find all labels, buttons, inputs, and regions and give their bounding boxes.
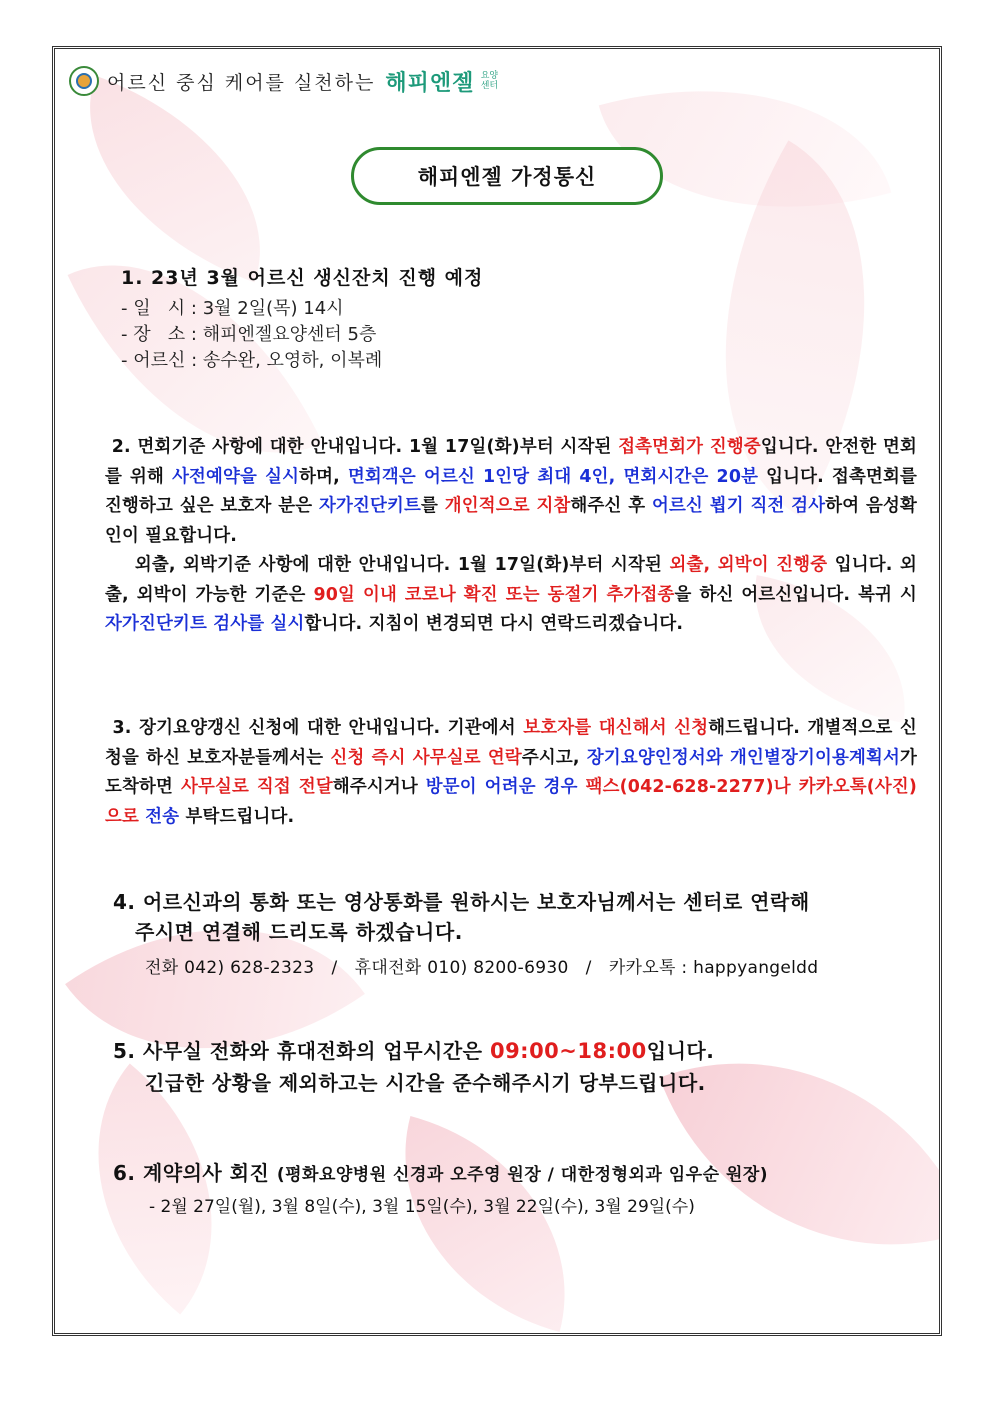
highlight-red-text: 사무실로 직접 전달 bbox=[180, 777, 333, 797]
paragraph-text: 입니다. 외출, 외박이 가능한 기준은 bbox=[105, 555, 917, 605]
highlight-blue-text: 자가진단키트 검사를 실시 bbox=[105, 614, 305, 634]
section-2-visit-paragraph bbox=[105, 433, 924, 551]
brand-name: 해피엔젤 bbox=[385, 70, 475, 96]
header bbox=[69, 65, 500, 97]
highlight-red-text: 개인적으로 지참 bbox=[444, 496, 571, 516]
paragraph-text: 입니다. 안전한 면회를 위해 bbox=[105, 437, 918, 487]
paragraph-text: 해주신 후 bbox=[570, 496, 652, 516]
section-5-line: 긴급한 상황을 제외하고는 시간을 준수해주시기 당부드립니다. bbox=[145, 1071, 706, 1095]
highlight-blue-text: 사전예약을 실시 bbox=[172, 466, 300, 487]
info-value: 해피엔젤요양센터 5층 bbox=[202, 324, 377, 345]
hours-text: 5. 사무실 전화와 휴대전화의 업무시간은 bbox=[113, 1039, 490, 1063]
info-row bbox=[121, 348, 483, 374]
paragraph-text: 입니다. 접촉면회를 진행하고 싶은 보호자 분은 bbox=[105, 466, 924, 516]
section-3-paragraph bbox=[105, 714, 924, 832]
section-4-line: 주시면 연결해 드리도록 하겠습니다. bbox=[135, 920, 463, 944]
brand-sub-line: 요양 bbox=[480, 71, 499, 81]
info-value: 3월 2일(목) 14시 bbox=[202, 298, 344, 319]
title-box bbox=[351, 147, 663, 205]
section-2 bbox=[105, 433, 924, 640]
paragraph-text: 가 도착하면 bbox=[105, 747, 924, 797]
info-value: 송수완, 오영하, 이복례 bbox=[202, 350, 383, 371]
highlight-blue-text: 전송 bbox=[139, 806, 180, 827]
highlight-red-text: 90일 이내 코로나 확진 또는 동절기 추가접종 bbox=[313, 584, 675, 605]
paragraph-text: 해주시거나 bbox=[332, 777, 426, 797]
section-6 bbox=[113, 1157, 768, 1217]
highlight-red-text: 팩스(042-628-2277)나 카카오톡(사진)으로 bbox=[105, 777, 917, 827]
paragraph-text: 외출, 외박기준 사항에 대한 안내입니다. 1월 17일(화)부터 시작된 bbox=[105, 555, 670, 575]
brand-sub bbox=[478, 71, 500, 91]
info-row bbox=[121, 296, 483, 322]
visit-dates: - 2월 27일(월), 3월 8일(수), 3월 15일(수), 3월 22일(수), 3월 29일(수) bbox=[149, 1197, 695, 1217]
section-4-line: 4. 어르신과의 통화 또는 영상통화를 원하시는 보호자님께서는 센터로 연락해 bbox=[113, 890, 810, 914]
paragraph-text: 3. 장기요양갱신 신청에 대한 안내입니다. 기관에서 bbox=[105, 718, 524, 738]
paragraph-text: 를 bbox=[420, 496, 445, 516]
section-5 bbox=[113, 1035, 714, 1099]
heading-text: 6. 계약의사 회진 bbox=[113, 1161, 277, 1185]
paragraph-text: 합니다. 지침이 변경되면 다시 연락드리겠습니다. bbox=[304, 614, 684, 634]
section-1 bbox=[121, 263, 483, 374]
doctors-info: (평화요양병원 신경과 오주영 원장 / 대한정형외과 임우순 원장) bbox=[276, 1165, 769, 1185]
info-row bbox=[121, 322, 483, 348]
info-label: - 일 시 : bbox=[121, 298, 197, 319]
section-1-heading: 1. 23년 3월 어르신 생신잔치 진행 예정 bbox=[121, 267, 484, 289]
paragraph-text: 해드립니다. 개별적으로 신청을 하신 보호자분들께서는 bbox=[105, 718, 917, 768]
highlight-blue-text: 면회객은 어르신 1인당 최대 4인, 면회시간은 20분 bbox=[347, 466, 759, 487]
highlight-red-text: 외출, 외박이 진행중 bbox=[669, 555, 828, 575]
paragraph-text: 하며, bbox=[299, 466, 348, 487]
hours-text: 입니다. bbox=[646, 1039, 715, 1063]
paragraph-text: 하여 음성확인이 필요합니다. bbox=[105, 496, 917, 546]
contact-info: 전화 042) 628-2323 / 휴대전화 010) 8200-6930 / 카카오톡 : happyangeldd bbox=[145, 958, 819, 978]
page-frame bbox=[52, 46, 942, 1336]
highlight-red-text: 신청 즉시 사무실로 연락 bbox=[330, 747, 522, 768]
center-logo-icon bbox=[69, 66, 99, 96]
highlight-blue-text: 자가진단키트 bbox=[318, 496, 421, 516]
info-label: - 어르신 : bbox=[121, 350, 198, 371]
paragraph-text: 부탁드립니다. bbox=[179, 806, 295, 827]
highlight-blue-text: 방문이 어려운 경우 bbox=[425, 777, 586, 797]
section-6-heading bbox=[113, 1157, 768, 1186]
highlight-blue-text: 어르신 뵙기 직전 검사 bbox=[651, 496, 826, 516]
section-4 bbox=[113, 887, 818, 983]
highlight-red-text: 보호자를 대신해서 신청 bbox=[523, 718, 709, 738]
slogan: 어르신 중심 케어를 실천하는 bbox=[107, 71, 376, 94]
section-3 bbox=[105, 714, 924, 832]
paragraph-text: 을 하신 어르신입니다. 복귀 시 bbox=[674, 584, 924, 605]
paragraph-text: 2. 면회기준 사항에 대한 안내입니다. 1월 17일(화)부터 시작된 bbox=[105, 437, 619, 457]
paragraph-text: 주시고, bbox=[521, 747, 587, 768]
highlight-red-text: 접촉면회가 진행중 bbox=[618, 437, 761, 457]
highlight-blue-text: 장기요양인정서와 개인별장기이용계획서 bbox=[586, 747, 901, 768]
business-hours: 09:00~18:00 bbox=[489, 1039, 647, 1063]
business-hours-line bbox=[113, 1035, 714, 1067]
brand-sub-line: 센터 bbox=[480, 81, 499, 91]
info-label: - 장 소 : bbox=[121, 324, 197, 345]
section-2-outing-paragraph bbox=[105, 551, 924, 640]
page-title: 해피엔젤 가정통신 bbox=[417, 165, 597, 189]
